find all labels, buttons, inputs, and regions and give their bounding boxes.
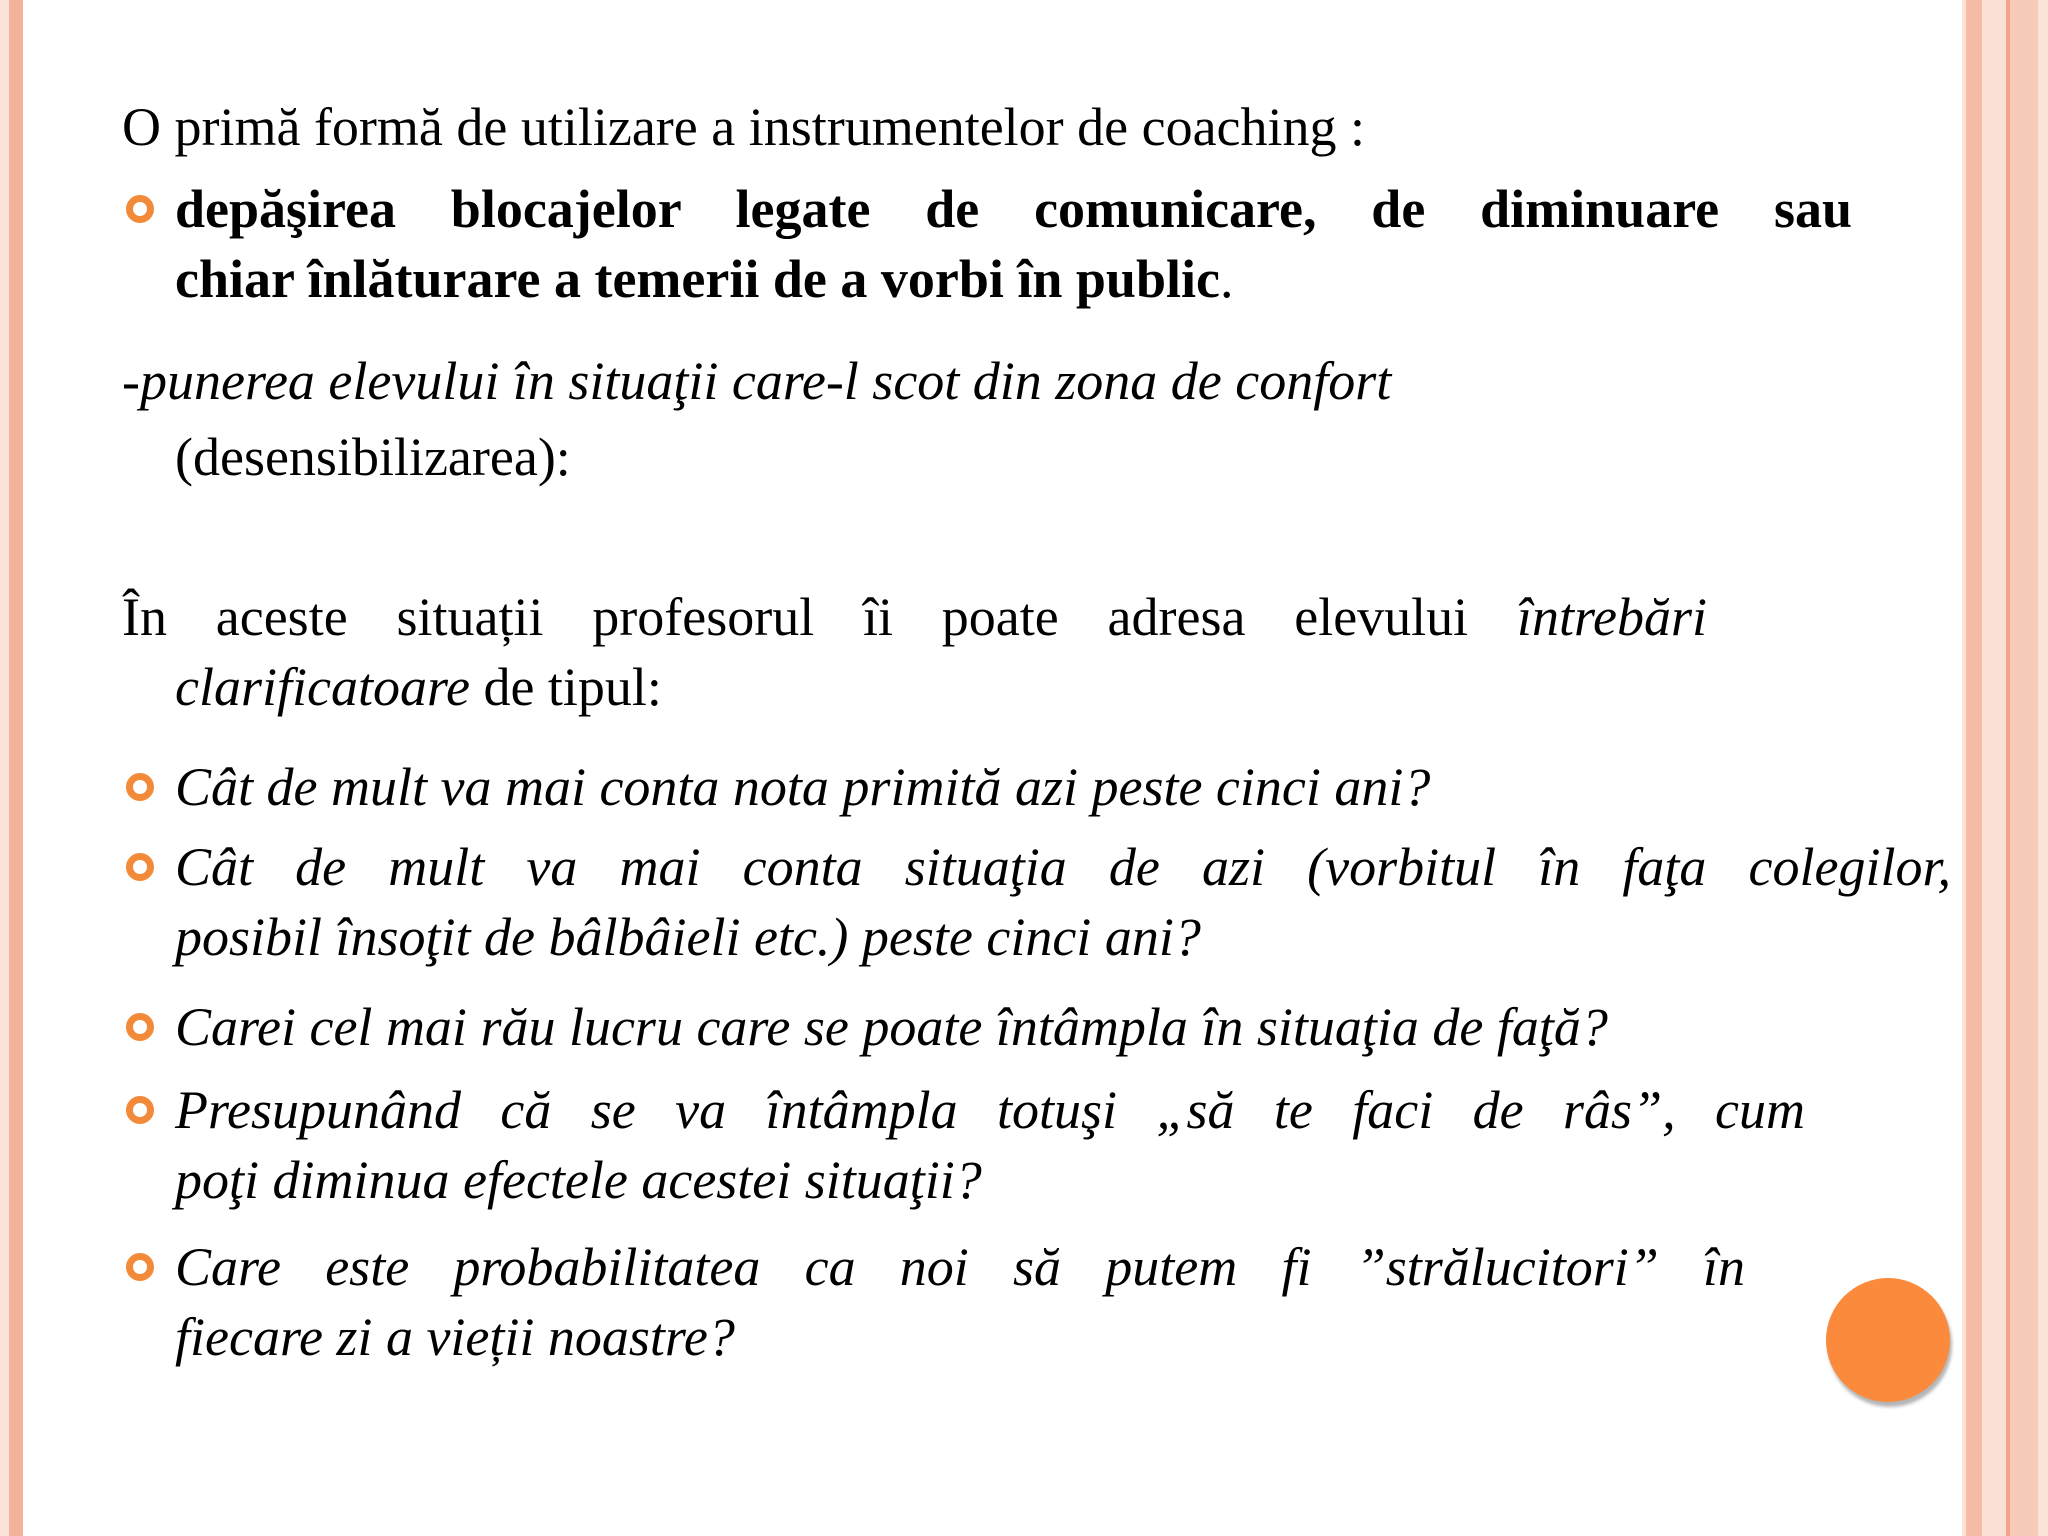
question-line: Presupunând că se va întâmpla totuşi „să te faci de râs”, cum bbox=[175, 1080, 1805, 1140]
hollow-circle-bullet-icon bbox=[126, 1253, 154, 1281]
situations-line1-italic: întrebări bbox=[1516, 587, 1707, 647]
right-stripe-5 bbox=[2010, 0, 2038, 1536]
right-stripe-2 bbox=[1966, 0, 1982, 1536]
orange-circle-decoration bbox=[1826, 1278, 1950, 1402]
question-line: Care este probabilitatea ca noi să putem fi ”strălucitori” în bbox=[175, 1237, 1745, 1297]
dash-paragraph-line1: -punerea elevului în situaţii care-l scot din zona de confort bbox=[122, 351, 1392, 411]
dash-paragraph bbox=[122, 346, 1902, 492]
question-line: Cât de mult va mai conta situaţia de azi (vorbitul în faţa colegilor, bbox=[175, 837, 1951, 897]
hollow-circle-bullet-icon bbox=[126, 853, 154, 881]
hollow-circle-bullet-icon bbox=[126, 195, 154, 223]
situations-line1-text: În aceste situații profesorul îi poate adresa elevului bbox=[122, 587, 1517, 647]
situations-line2-italic: clarificatoare bbox=[175, 657, 470, 717]
left-stripe-light bbox=[0, 0, 9, 1536]
question-line: Carei cel mai rău lucru care se poate întâmpla în situaţia de faţă? bbox=[175, 997, 1608, 1057]
right-stripe-3 bbox=[1982, 0, 2006, 1536]
situations-paragraph bbox=[122, 582, 1707, 722]
intro-paragraph bbox=[122, 92, 1902, 162]
question-line: Cât de mult va mai conta nota primită azi peste cinci ani? bbox=[175, 757, 1431, 817]
hollow-circle-bullet-icon bbox=[126, 1096, 154, 1124]
hollow-circle-bullet-icon bbox=[126, 1013, 154, 1041]
intro-text: O primă formă de utilizare a instrumentelor de coaching : bbox=[122, 97, 1366, 157]
hollow-circle-bullet-icon bbox=[126, 773, 154, 801]
question-line: fiecare zi a vieții noastre? bbox=[175, 1307, 735, 1367]
bullet-blocaje-period: . bbox=[1219, 249, 1234, 309]
question-line: posibil însoţit de bâlbâieli etc.) peste cinci ani? bbox=[175, 907, 1201, 967]
bullet-blocaje-line1: depăşirea blocajelor legate de comunicare, de diminuare sau bbox=[175, 179, 1852, 239]
bullet-blocaje-line2: chiar înlăturare a temerii de a vorbi în public bbox=[175, 249, 1220, 309]
question-line: poţi diminua efectele acestei situaţii? bbox=[175, 1150, 982, 1210]
situations-line2-text: de tipul: bbox=[469, 657, 662, 717]
left-stripe bbox=[9, 0, 23, 1536]
dash-paragraph-line2: (desensibilizarea): bbox=[175, 427, 571, 487]
right-stripe-6 bbox=[2038, 0, 2048, 1536]
